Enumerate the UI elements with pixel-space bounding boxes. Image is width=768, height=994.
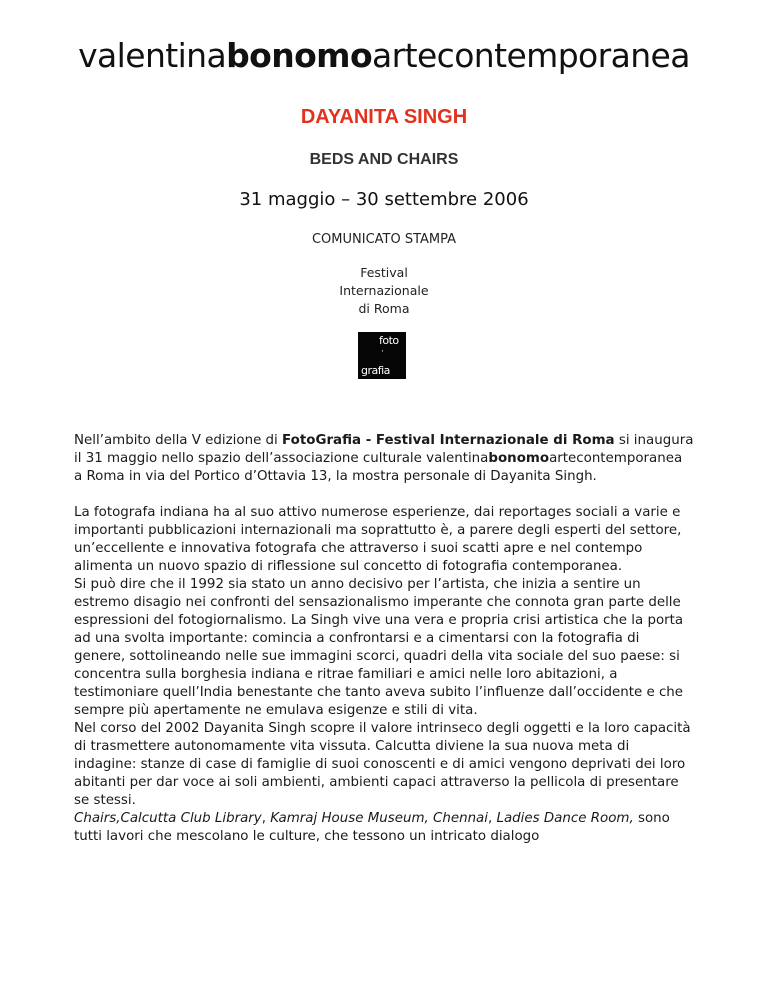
text-run: artecontemporanea a Roma in via del Portico d’Ottavia 13, la mostra personale di Dayanita Singh. bbox=[74, 451, 683, 484]
press-release-body bbox=[74, 432, 694, 846]
gallery-name-bold: bonomo bbox=[488, 451, 550, 466]
text-run: , bbox=[488, 811, 497, 826]
exhibition-dates: 31 maggio – 30 settembre 2006 bbox=[239, 189, 529, 210]
logo-text-dot: · bbox=[381, 347, 384, 357]
festival-line: di Roma bbox=[358, 301, 410, 316]
logo-text-line: grafia bbox=[361, 364, 390, 377]
text-run: , bbox=[261, 811, 271, 826]
festival-line: Festival bbox=[360, 265, 408, 280]
text-run: sono tutti lavori che mescolano le culture, che tessono un intricato dialogo bbox=[74, 811, 670, 844]
artist-name: DAYANITA SINGH bbox=[300, 106, 468, 128]
festival-line: Internazionale bbox=[339, 283, 429, 298]
paragraph-2002: Nel corso del 2002 Dayanita Singh scopre il valore intrinseco degli oggetti e la loro capacità di trasmettere autonomamente vita vissuta. Calcutta diviene la sua nuova meta di indagine: stanze di case di famiglie di suoi conoscenti e di amici vengono deprivati dei loro abitanti per dar voce ai soli ambienti, ambienti capaci attraverso la pellicola di presentare se stessi. bbox=[74, 721, 691, 808]
header-name-bold: bonomo bbox=[226, 36, 373, 75]
festival-name-bold: FotoGrafia - Festival Internazionale di Roma bbox=[282, 433, 615, 448]
text-run: si inaugura il 31 maggio nello spazio dell’associazione culturale valentina bbox=[74, 433, 694, 466]
fotografia-logo bbox=[358, 332, 406, 379]
paragraph-artist-profile: La fotografa indiana ha al suo attivo numerose esperienze, dai reportages sociali a varie e importanti pubblicazioni internazionali ma soprattutto è, a parere degli esperti del settore, un’eccellente e innovativa fotografa che attraverso i suoi scatti apre e nel contempo alimenta un nuovo spazio di riflessione sul concetto di fotografia contemporanea. bbox=[74, 505, 682, 574]
work-title: Kamraj House Museum, Chennai bbox=[270, 811, 488, 826]
gallery-header bbox=[0, 36, 768, 75]
work-title: Chairs,Calcutta Club Library bbox=[74, 811, 262, 826]
header-name-pre: valentina bbox=[78, 36, 227, 75]
press-release-label: COMUNICATO STAMPA bbox=[311, 232, 457, 247]
logo-text-line: foto bbox=[379, 334, 399, 347]
festival-name bbox=[0, 264, 768, 318]
text-run: Nell’ambito della V edizione di bbox=[74, 433, 283, 448]
show-title: BEDS AND CHAIRS bbox=[309, 151, 459, 168]
paragraph-intro bbox=[74, 432, 694, 486]
work-title: Ladies Dance Room, bbox=[496, 811, 634, 826]
paragraph-works bbox=[74, 810, 694, 846]
header-name-post: artecontemporanea bbox=[372, 36, 690, 75]
paragraph-1992: Si può dire che il 1992 sia stato un anno decisivo per l’artista, che inizia a sentire un estremo disagio nei confronti del sensazionalismo imperante che connota gran parte delle espressioni del fotogiornalismo. La Singh vive una vera e propria crisi artistica che la porta ad una svolta importante: comincia a confrontarsi e a cimentarsi con la fotografia di genere, sottolineando nelle sue immagini scorci, quadri della vita sociale del suo paese: si concentra sulla borghesia indiana e ritrae familiari e amici nelle loro abitazioni, a testimoniare quell’India benestante che tanto aveva subito l’influenze dall’occidente e che sempre più apertamente ne emulava esigenze e stili di vita. bbox=[74, 577, 684, 718]
